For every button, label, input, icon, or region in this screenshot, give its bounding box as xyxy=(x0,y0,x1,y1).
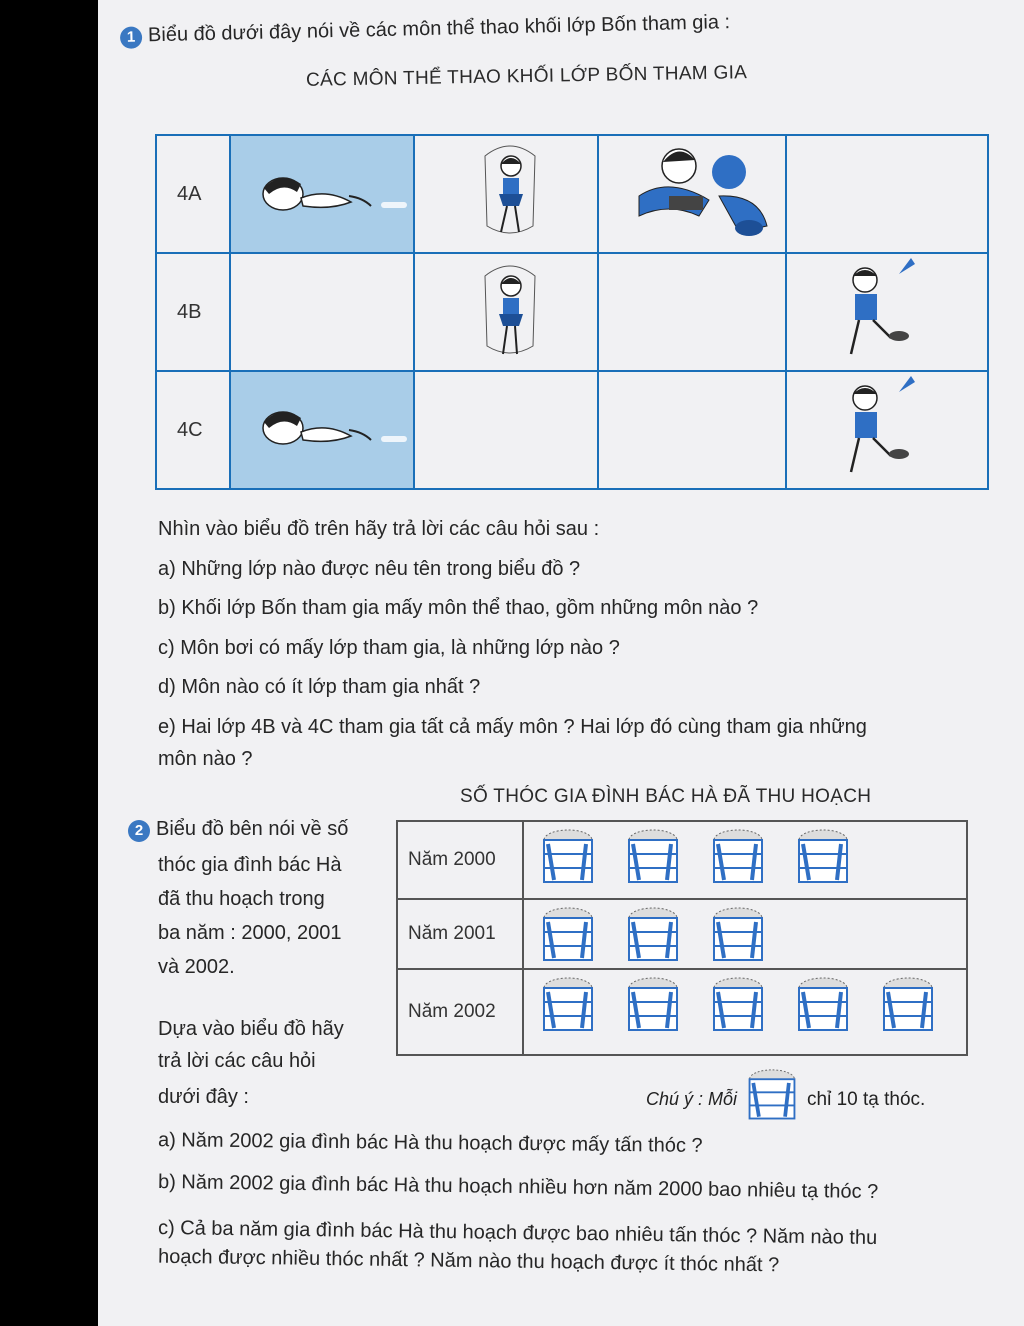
rice-bins-2002 xyxy=(538,976,938,1038)
question-1c: c) Môn bơi có mấy lớp tham gia, là những lớp nào ? xyxy=(158,637,620,659)
table-row xyxy=(398,970,966,1054)
jump-rope-girl-icon xyxy=(415,136,595,250)
sports-chart-table xyxy=(155,134,989,490)
table-row xyxy=(157,254,987,372)
swimmer-icon xyxy=(231,136,411,250)
jump-rope-cell xyxy=(415,254,599,370)
legend-suffix: chỉ 10 tạ thóc. xyxy=(807,1088,926,1110)
question-1e: e) Hai lớp 4B và 4C tham gia tất cả mấy môn ? Hai lớp đó cùng tham gia những xyxy=(158,716,867,738)
question-2b: b) Năm 2002 gia đình bác Hà thu hoạch nhiều hơn năm 2000 bao nhiêu tạ thóc ? xyxy=(157,1170,879,1204)
swimming-cell xyxy=(231,372,415,488)
chess-cell xyxy=(599,136,787,252)
year-label-2000: Năm 2000 xyxy=(398,822,524,898)
shuttlecock-boy-icon xyxy=(787,372,987,486)
exercise-1-number: 1 xyxy=(120,26,142,48)
empty-cell xyxy=(415,372,599,488)
exercise-2-number: 2 xyxy=(128,820,150,842)
rice-bin-icon xyxy=(743,1068,801,1126)
swimmer-icon xyxy=(231,372,411,486)
exercise-1-prompt: Nhìn vào biểu đồ trên hãy trả lời các câu hỏi sau : xyxy=(158,518,600,540)
question-2a: a) Năm 2002 gia đình bác Hà thu hoạch được mấy tấn thóc ? xyxy=(157,1129,703,1157)
rice-bin-icon xyxy=(623,828,683,890)
question-1b: b) Khối lớp Bốn tham gia mấy môn thể thao, gồm những môn nào ? xyxy=(158,597,759,619)
rice-bin-icon xyxy=(793,828,853,890)
legend-prefix: Chú ý : Mỗi xyxy=(646,1089,738,1109)
exercise-2-desc-line-2: thóc gia đình bác Hà xyxy=(158,854,342,876)
exercise-2-ask-line-1: Dựa vào biểu đồ hãy xyxy=(158,1018,344,1040)
question-2c: c) Cả ba năm gia đình bác Hà thu hoạch được bao nhiêu tấn thóc ? Năm nào thu xyxy=(157,1216,878,1250)
empty-cell xyxy=(599,372,787,488)
rice-bin-icon xyxy=(708,976,768,1038)
exercise-2-desc-line-5: và 2002. xyxy=(158,956,235,978)
rice-bin-icon xyxy=(708,828,768,890)
shuttlecock-cell xyxy=(787,372,987,488)
empty-cell xyxy=(599,254,787,370)
question-1a: a) Những lớp nào được nêu tên trong biểu đồ ? xyxy=(158,558,581,580)
rice-bin-icon xyxy=(708,906,768,968)
rice-bin-icon xyxy=(623,976,683,1038)
rice-bin-icon xyxy=(538,906,598,968)
table-row xyxy=(157,372,987,488)
exercise-1-intro-text: Biểu đồ dưới đây nói về các môn thể thao khối lớp Bốn tham gia : xyxy=(147,11,731,47)
shuttlecock-cell xyxy=(787,254,987,370)
class-label-4b: 4B xyxy=(157,254,231,370)
legend-note xyxy=(646,1068,925,1131)
sports-chart-title: CÁC MÔN THỂ THAO KHỐI LỚP BỐN THAM GIA xyxy=(305,62,748,91)
legend-rice-bin-icon xyxy=(743,1068,801,1131)
exercise-2-desc-line-1 xyxy=(128,818,348,842)
shuttlecock-boy-icon xyxy=(787,254,987,368)
class-label-4a: 4A xyxy=(157,136,231,252)
exercise-2-desc-line-3: đã thu hoạch trong xyxy=(158,888,325,910)
question-1e-cont: môn nào ? xyxy=(158,748,253,770)
rice-bin-icon xyxy=(793,976,853,1038)
question-1d: d) Môn nào có ít lớp tham gia nhất ? xyxy=(158,676,481,698)
exercise-2-desc-line-4: ba năm : 2000, 2001 xyxy=(158,922,342,944)
rice-bin-icon xyxy=(623,906,683,968)
jump-rope-girl-icon xyxy=(415,254,595,368)
empty-cell xyxy=(231,254,415,370)
chess-players-icon xyxy=(599,136,785,250)
table-row xyxy=(398,900,966,970)
rice-bin-icon xyxy=(538,828,598,890)
exercise-1-intro xyxy=(120,11,731,49)
rice-bins-2000 xyxy=(538,828,853,890)
swimming-cell xyxy=(231,136,415,252)
empty-cell xyxy=(787,136,987,252)
rice-bin-icon xyxy=(878,976,938,1038)
exercise-2-ask-line-3: dưới đây : xyxy=(158,1086,249,1108)
rice-chart-table xyxy=(396,820,968,1056)
table-row xyxy=(398,822,966,900)
year-label-2001: Năm 2001 xyxy=(398,900,524,968)
jump-rope-cell xyxy=(415,136,599,252)
year-label-2002: Năm 2002 xyxy=(398,970,524,1054)
rice-bins-2001 xyxy=(538,906,768,968)
textbook-page xyxy=(98,0,1024,1326)
exercise-2-desc-text: Biểu đồ bên nói về số xyxy=(156,818,349,840)
question-2c-cont: hoạch được nhiều thóc nhất ? Năm nào thu hoạch được ít thóc nhất ? xyxy=(157,1245,780,1277)
rice-chart-title: SỐ THÓC GIA ĐÌNH BÁC HÀ ĐÃ THU HOẠCH xyxy=(460,786,872,807)
exercise-2-ask-line-2: trả lời các câu hỏi xyxy=(158,1050,316,1072)
class-label-4c: 4C xyxy=(157,372,231,488)
table-row xyxy=(157,136,987,254)
rice-bin-icon xyxy=(538,976,598,1038)
